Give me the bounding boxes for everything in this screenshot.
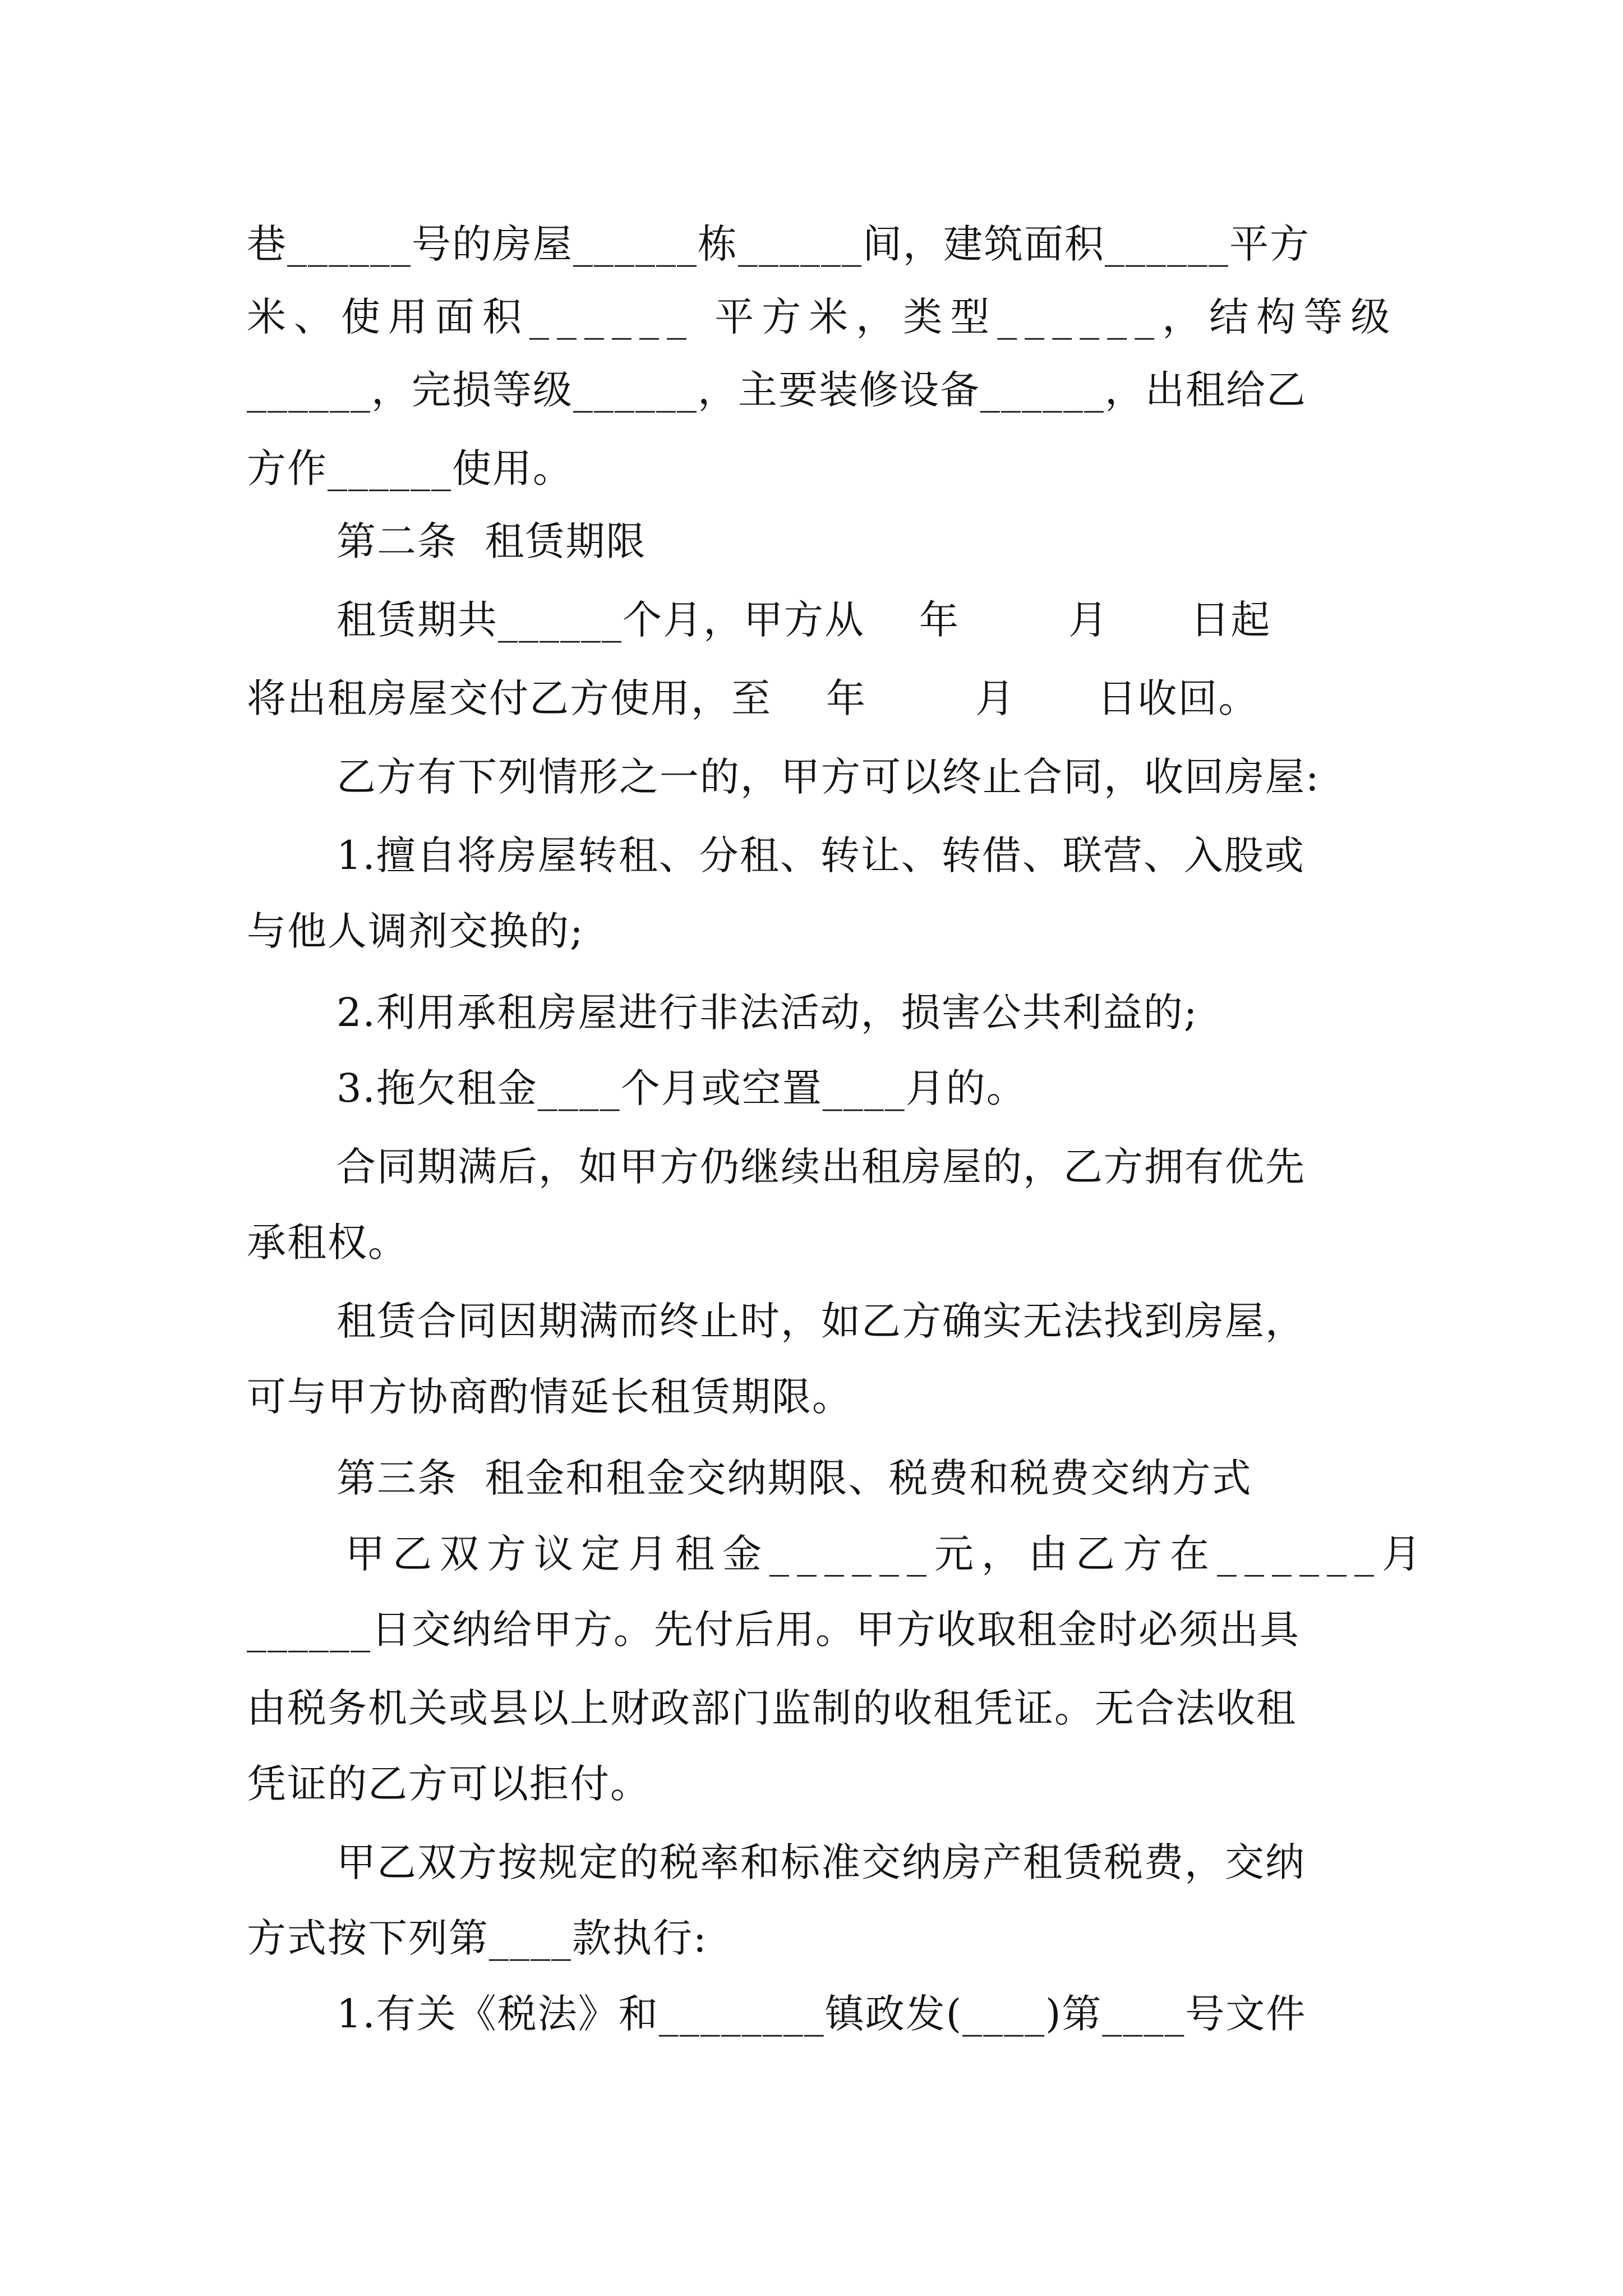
text-line-20: 由税务机关或县以上财政部门监制的收租凭证。无合法收租 [247, 1685, 1297, 1731]
text-line-21: 凭证的乙方可以拒付。 [247, 1761, 651, 1807]
text-line-10: 与他人调剂交换的; [247, 908, 584, 954]
text-line-3: ______，完损等级______，主要装修设备______，出租给乙 [247, 367, 1307, 413]
text-line-16: 可与甲方协商酌情延长租赁期限。 [247, 1374, 852, 1420]
list-item-4: 1.有关《税法》和________镇政发(____)第____号文件 [336, 1991, 1307, 2037]
text-line-19: ______日交纳给甲方。先付后用。甲方收取租金时必须出具 [247, 1607, 1300, 1653]
text-line-13: 合同期满后，如甲方仍继续出租房屋的，乙方拥有优先 [336, 1144, 1306, 1190]
text-line-1: 巷______号的房屋______栋______间，建筑面积______平方 [247, 221, 1310, 267]
text-line-23: 方式按下列第____款执行: [247, 1915, 708, 1961]
list-item-1: 1.擅自将房屋转租、分租、转让、转借、联营、入股或 [336, 832, 1305, 878]
list-item-3: 3.拖欠租金____个月或空置____月的。 [336, 1065, 1027, 1111]
text-line-15: 租赁合同因期满而终止时，如乙方确实无法找到房屋， [336, 1298, 1306, 1344]
text-line-7: 将出租房屋交付乙方使用，至 年 月 日收回。 [247, 675, 1259, 721]
section-heading-3: 第三条 租金和租金交纳期限、税费和税费交纳方式 [336, 1455, 1252, 1501]
text-line-8: 乙方有下列情形之一的，甲方可以终止合同，收回房屋: [336, 754, 1320, 800]
text-line-18: 甲乙双方议定月租金______元，由乙方在______月 [345, 1531, 1429, 1577]
text-line-14: 承租权。 [247, 1220, 408, 1266]
list-item-2: 2.利用承租房屋进行非法活动，损害公共利益的; [336, 990, 1198, 1036]
text-line-2: 米、使用面积______ 平方米，类型______，结构等级 [247, 294, 1398, 340]
text-line-6: 租赁期共______个月，甲方从 年 月 日起 [336, 597, 1271, 643]
text-line-22: 甲乙双方按规定的税率和标准交纳房产租赁税费，交纳 [336, 1839, 1306, 1885]
section-heading-2: 第二条 租赁期限 [336, 518, 647, 564]
text-line-4: 方作______使用。 [247, 445, 573, 491]
